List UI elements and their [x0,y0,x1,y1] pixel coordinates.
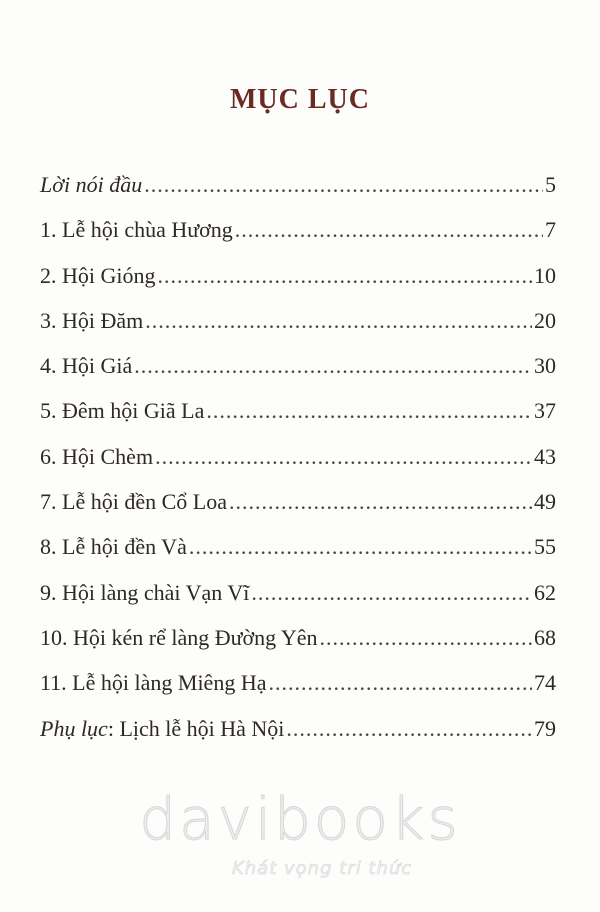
toc-entry-7 [40,489,556,534]
toc-entry-5 [40,398,556,443]
toc-entry-label: 5. Đêm hội Giã La [40,398,205,424]
dot-leader [189,534,532,560]
toc-page-number: 55 [534,534,556,560]
dot-leader [134,353,532,379]
toc-entry-4 [40,353,556,398]
toc-page-number: 49 [534,489,556,515]
toc-page-number: 74 [534,670,556,696]
toc-page-number: 30 [534,353,556,379]
dot-leader [206,398,532,424]
toc-page-number: 7 [545,217,556,243]
toc-page-number: 68 [534,624,556,650]
toc-entry-label: 11. Lễ hội làng Miêng Hạ [40,670,267,696]
dot-leader [155,444,532,470]
toc-entry-label: 6. Hội Chèm [40,443,154,469]
dot-leader [144,172,543,198]
toc-entry-label: 8. Lễ hội đền Và [40,534,187,560]
dot-leader [158,263,533,289]
appendix-prefix: Phụ lục [40,715,108,741]
watermark-logo: davibooks [139,785,461,853]
dot-leader [229,489,532,515]
toc-entry-appendix [40,716,556,761]
dot-leader [320,625,532,651]
toc-entry-10 [40,625,556,670]
toc-entry-label [40,716,284,742]
toc-entry-preface [40,172,556,217]
toc-page-number: 10 [534,262,556,288]
toc-page-number: 62 [534,579,556,605]
toc-entry-label-text: Lời nói đầu [40,172,143,197]
page-title: MỤC LỤC [230,84,370,115]
appendix-title: : Lịch lễ hội Hà Nội [107,715,285,741]
dot-leader [268,670,532,696]
toc-entry-8 [40,534,556,579]
table-of-contents [40,172,556,761]
toc-entry-label: 2. Hội Gióng [40,262,156,288]
toc-entry-2 [40,263,556,308]
watermark-tagline: Khát vọng tri thức [232,858,413,879]
toc-page-number: 5 [545,172,556,197]
toc-entry-6 [40,444,556,489]
toc-page-number: 79 [534,715,556,741]
dot-leader [286,716,532,742]
dot-leader [251,580,532,606]
toc-entry-9 [40,580,556,625]
toc-entry-label: 3. Hội Đăm [40,307,144,333]
toc-entry-label [40,172,142,198]
toc-entry-label: 4. Hội Giá [40,353,133,379]
dot-leader [145,308,532,334]
toc-page-number: 37 [534,398,556,424]
toc-entry-1 [40,217,556,262]
toc-entry-3 [40,308,556,353]
toc-entry-label: 9. Hội làng chài Vạn Vĩ [40,579,250,605]
toc-page-number: 20 [534,307,556,333]
toc-page-number: 43 [534,443,556,469]
toc-entry-label: 7. Lễ hội đền Cổ Loa [40,489,227,515]
toc-entry-label: 1. Lễ hội chùa Hương [40,217,233,243]
dot-leader [235,217,543,243]
toc-entry-11 [40,670,556,715]
toc-entry-label: 10. Hội kén rể làng Đường Yên [40,624,318,650]
